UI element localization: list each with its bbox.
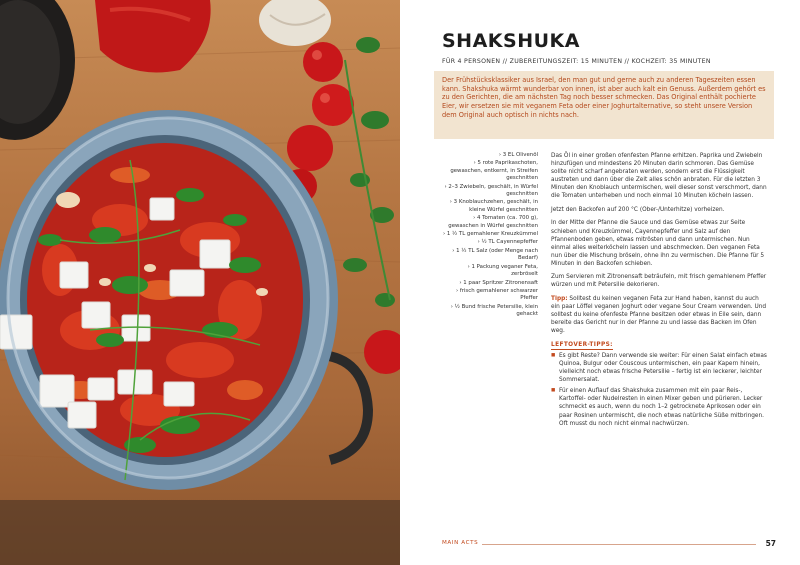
- recipe-title: SHAKSHUKA: [442, 30, 580, 52]
- ingredient-item: › ½ TL Cayennepfeffer: [442, 239, 538, 246]
- tip-text: Solltest du keinen veganen Feta zur Hand haben, kannst du auch ein paar Löffel veganen Joghurt oder vegane Sour Cream verwenden. Und solltest du keine ofenfeste Pfanne besitzen oder etwas in Eile sein, dann bereite das Gericht nur in der Pfanne zu und lasse das Backen im Ofen weg.: [551, 295, 767, 335]
- tip-paragraph: [551, 295, 769, 335]
- ingredient-item: › 5 rote Paprikaschoten, gewaschen, entkernt, in Streifen geschnitten: [442, 160, 538, 182]
- intro-box: Der Frühstücksklassiker aus Israel, den man gut und gerne auch zu anderen Tageszeiten essen kann. Shakshuka wärmt wunderbar von innen, ist aber auch kalt ein Genuss. Außerdem gehört es zu den Gerichten, die am nächsten Tag noch besser schmecken. Das Original enthält pochierte Eier, wir ersetzen sie mit veganem Feta oder einer Joghurtalternative, so steht unsere Version dem Original auch optisch in nichts nach.: [434, 71, 774, 139]
- ingredient-item: › 1 Packung veganer Feta, zerbröselt: [442, 264, 538, 279]
- ingredient-item: › 3 Knoblauchzehen, geschält, in kleine Würfel geschnitten: [442, 199, 538, 214]
- ingredient-item: › 1 paar Spritzer Zitronensaft: [442, 280, 538, 287]
- instruction-step: Jetzt den Backofen auf 200 °C (Ober-/Unterhitze) vorheizen.: [551, 206, 725, 213]
- recipe-meta: FÜR 4 PERSONEN // ZUBEREITUNGSZEIT: 15 MINUTEN // KOCHZEIT: 35 MINUTEN: [442, 58, 711, 65]
- instructions: [551, 152, 769, 431]
- instruction-step: In der Mitte der Pfanne die Sauce und das Gemüse etwas zur Seite schieben und Kreuzkümmel, Cayennepfeffer und Salz auf den Pfannenboden geben, etwas mitrösten und dann untermischen. Nun einmal alles weiterköcheln lassen und abschmecken. Den veganen Feta nun über die Mischung bröseln, ohne ihn zu vermischen. Die Pfanne für 5 Minuten in den Backofen schieben.: [551, 220, 765, 267]
- ingredient-item: › frisch gemahlener schwarzer Pfeffer: [442, 288, 538, 303]
- instruction-step: Zum Servieren mit Zitronensaft beträufeln, mit frisch gemahlenem Pfeffer würzen und mit Petersilie dekorieren.: [551, 274, 767, 289]
- page-footer: [442, 540, 776, 550]
- ingredient-list: [442, 152, 538, 320]
- page-number: 57: [765, 539, 776, 548]
- ingredient-item: › 1 ½ TL gemahlener Kreuzkümmel: [442, 231, 538, 238]
- recipe-page: [400, 0, 800, 565]
- leftover-heading: LEFTOVER-TIPPS:: [551, 341, 613, 350]
- tip-label: Tipp:: [551, 295, 568, 302]
- ingredient-item: › 2–3 Zwiebeln, geschält, in Würfel geschnitten: [442, 184, 538, 199]
- footer-divider: [482, 544, 756, 545]
- ingredient-item: › 3 EL Olivenöl: [442, 152, 538, 159]
- ingredient-item: › 1 ½ TL Salz (oder Menge nach Bedarf): [442, 248, 538, 263]
- ingredient-item: › ½ Bund frische Petersilie, klein gehackt: [442, 304, 538, 319]
- leftover-item: ■ Es gibt Reste? Dann verwende sie weiter: Für einen Salat einfach etwas Quinoa, Bulgur oder Couscous untermischen, ein paar Kapern hinein, vielleicht noch etwas frische Petersilie – fertig ist ein leckerer, leichter Sommersalat.: [551, 352, 769, 384]
- leftover-item: ■ Für einen Auflauf das Shakshuka zusammen mit ein paar Reis-, Kartoffel- oder Nudelresten in einen Mixer geben und pürieren. Lecker schmeckt es auch, wenn du noch 1–2 getrocknete Aprikosen oder ein paar Rosinen untermischt, die noch etwas natürliche Süße mitbringen. Oft musst du noch nicht einmal nachwürzen.: [551, 387, 769, 427]
- ingredient-item: › 4 Tomaten (ca. 700 g), gewaschen in Würfel geschnitten: [442, 215, 538, 230]
- instruction-step: Das Öl in einer großen ofenfesten Pfanne erhitzen. Paprika und Zwiebeln hinzufügen und mindestens 20 Minuten darin schmoren. Das Gemüse sollte nicht scharf angebraten werden, sondern erst die Flüssigkeit austreten und dann über die Zeit alles schön anbraten. Für die letzten 3 Minuten den Knoblauch untermischen, weil dieser sonst verschmort, dann die Tomaten unterheben und noch einmal 10 Minuten köcheln lassen.: [551, 153, 767, 200]
- footer-section-label: MAIN ACTS: [442, 540, 479, 546]
